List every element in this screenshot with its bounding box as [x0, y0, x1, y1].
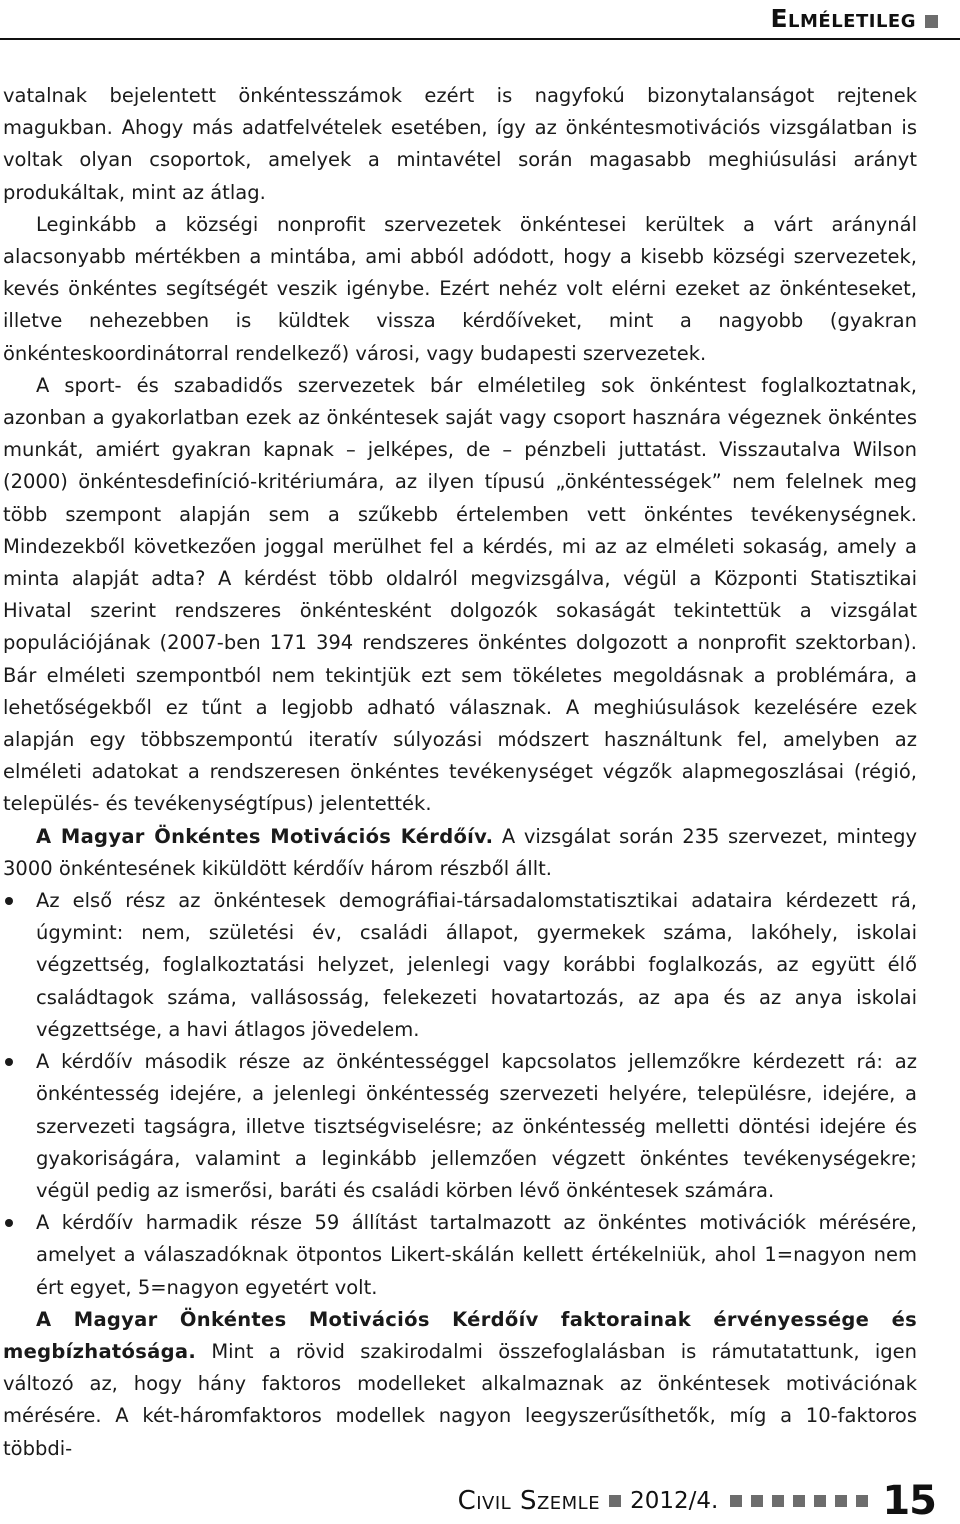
footer-square-ornament	[730, 1495, 742, 1507]
list-item-text: A kérdőív harmadik része 59 állítást tartalmazott az önkéntes motivációk mérésére, amelyet a válaszadóknak ötpontos Likert-skálán kellett értékelniük, ahol 1=nagyon nem ért egyet, 5=nagyon egyetért volt.	[36, 1211, 917, 1299]
paragraph: A sport- és szabadidős szervezetek bár elméletileg sok önkéntest foglalkoztatnak, azonban a gyakorlatban ezek az önkéntesek saját vagy csoport hasznára végeznek önkéntes munkát, amiért gyakran kapnak – jelképes, de – pénzbeli juttatást. Visszautalva Wilson (2000) önkéntesdefiníció-kritériumára, az ilyen típusú „önkéntességek” nem felelnek meg több szempont alapján sem a szűkebb értelemben vett önkéntes tevékenységnek. Mindezekből következően joggal merülhet fel a kérdés, mi az az elméleti sokaság, amely a minta alapját adta? A kérdést több oldalról megvizsgálva, végül a Központi Statisztikai Hivatal szerint rendszeres önkéntesként dolgozók sokaságát tekintettük a vizsgálat populációjának (2007-ben 171 394 rendszeres önkéntes dolgozott a nonprofit szektorban). Bár elméleti szempontból nem tekintjük ezt sem tökéletes megoldásnak a problémára, a lehetőségekből ez tűnt a legjobb adható válasznak. A meghiúsulások kezelésére ezek alapján egy többszempontú iteratív súlyozási módszert használtunk fel, amelyben az elméleti adatokat a rendszeresen önkéntes tevékenységet végzők alapmegoszlásai (régió, település- és tevékenységtípus) jelentették.	[3, 373, 917, 816]
section-text: A vizsgálat során 235 szervezet, mintegy 3000 önkéntesének kiküldött kérdőív három részből állt.	[3, 824, 918, 880]
section-heading-validity: A Magyar Önkéntes Motivációs Kérdőív faktorainak érvényessége és megbízhatósága.	[3, 1307, 917, 1363]
section-text: Mint a rövid szakirodalmi összefoglalásban is rámutatattunk, igen változó az, hogy hány faktoros modelleket alkalmaznak az önkéntesek motivációnak mérésére. A két-háromfaktoros modellek nagyon leegyszerűsíthetők, míg a 10-faktoros többdi-	[3, 1339, 917, 1460]
header-rule	[0, 38, 960, 40]
list-item	[3, 1046, 917, 1207]
bullet-icon	[5, 897, 13, 905]
paragraph-continued: vatalnak bejelentett önkéntesszámok ezért is nagyfokú bizonytalanságot rejtenek magukban. Ahogy más adatfelvételek esetében, így az önkéntesmotivációs vizsgálatban is voltak olyan csoportok, amelyek a mintavétel során magasabb meghiúsulási arányt produkáltak, mint az átlag.	[3, 84, 917, 204]
list-item	[3, 1207, 917, 1304]
section-heading-questionnaire: A Magyar Önkéntes Motivációs Kérdőív.	[36, 824, 494, 848]
list-item	[3, 885, 917, 1046]
header-square-ornament	[925, 15, 938, 28]
footer-square-ornament	[751, 1495, 763, 1507]
questionnaire-parts-list	[3, 885, 917, 1304]
section-paragraph-questionnaire	[3, 821, 917, 885]
paragraph: Leginkább a községi nonprofit szervezetek önkéntesei kerültek a várt aránynál alacsonyabb mértékben a mintába, ami abból adódott, hogy a kisebb községi szervezetek, kevés önkéntes segítségét veszik igénybe. Ezért nehéz volt elérni ezeket az önkénteseket, illetve nehezebben is küldtek vissza kérdőíveket, mint a nagyobb (gyakran önkénteskoordinátorral rendelkező) városi, vagy budapesti szervezetek.	[3, 212, 917, 365]
issue-number: 2012/4.	[630, 1488, 719, 1514]
running-footer	[457, 1478, 936, 1524]
running-header	[770, 0, 938, 36]
section-title: Elméletileg	[770, 3, 916, 33]
section-paragraph-validity	[3, 1304, 917, 1465]
bullet-icon	[5, 1219, 13, 1227]
footer-square-ornament	[793, 1495, 805, 1507]
footer-square-ornament	[835, 1495, 847, 1507]
footer-square-ornament	[609, 1495, 621, 1507]
footer-square-ornament	[814, 1495, 826, 1507]
bullet-icon	[5, 1058, 13, 1066]
page-number: 15	[882, 1478, 936, 1524]
footer-square-ornament	[856, 1495, 868, 1507]
list-item-text: A kérdőív második része az önkéntességgel kapcsolatos jellemzőkre kérdezett rá: az önkéntesség idejére, a jelenlegi önkéntesség szervezeti helyére, településre, idejére, a szervezeti tagságra, illetve tisztségviselésre; az önkéntesség melletti döntési idejére és gyakoriságára, valamint a leginkább jellemzően végzett önkéntes tevékenységekre; végül pedig az ismerősi, baráti és családi körben lévő önkéntesek számára.	[36, 1050, 917, 1202]
journal-name: Civil Szemle	[457, 1486, 601, 1516]
body-text	[3, 80, 917, 1465]
list-item-text: Az első rész az önkéntesek demográfiai-társadalomstatisztikai adataira kérdezett rá, úgymint: nem, születési év, családi állapot, gyermekek száma, lakóhely, iskolai végzettség, foglalkoztatási helyzet, jelenlegi vagy korábbi foglalkozás, az együtt élő családtagok száma, vallásosság, felekezeti hovatartozás, az apa és az anya iskolai végzettsége, a havi átlagos jövedelem.	[36, 889, 917, 1041]
footer-square-ornament	[772, 1495, 784, 1507]
